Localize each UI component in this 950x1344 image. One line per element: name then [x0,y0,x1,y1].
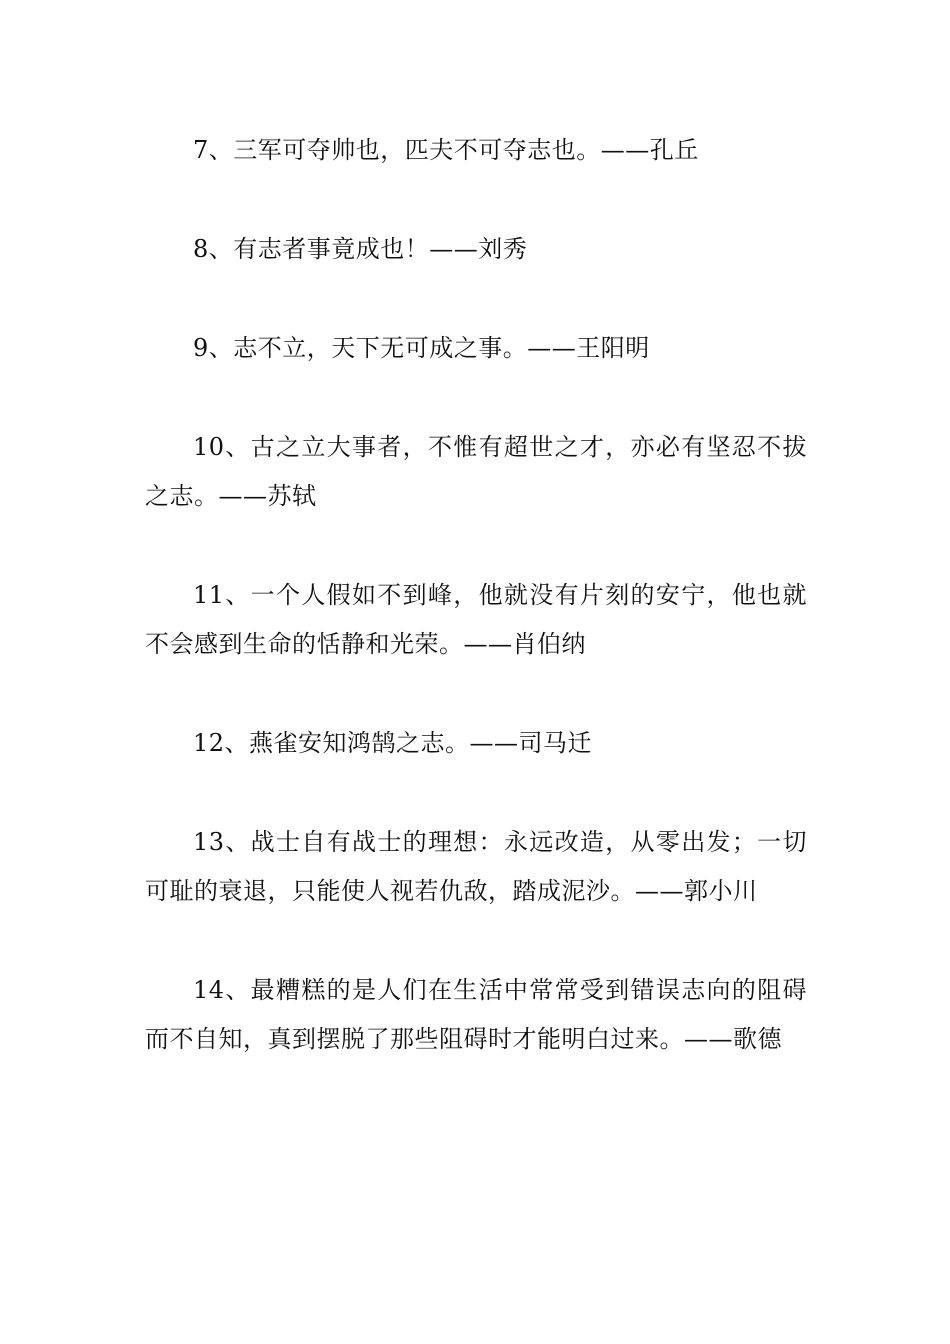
quote-item: 14、最糟糕的是人们在生活中常常受到错误志向的阻碍而不自知，真到摆脱了那些阻碍时才能明白过来。——歌德 [145,976,807,1053]
quote-item: 13、战士自有战士的理想：永远改造，从零出发；一切可耻的衰退，只能使人视若仇敌，踏成泥沙。——郭小川 [145,828,807,905]
quote-item: 11、一个人假如不到峰，他就没有片刻的安宁，他也就不会感到生命的恬静和光荣。——肖伯纳 [145,581,807,658]
quote-item: 7、三军可夺帅也，匹夫不可夺志也。——孔丘 [193,136,699,164]
quote-item: 10、古之立大事者，不惟有超世之才，亦必有坚忍不拔之志。——苏轼 [145,433,807,510]
quote-item: 12、燕雀安知鸿鹄之志。——司马迁 [193,729,593,757]
quote-item: 9、志不立，天下无可成之事。——王阳明 [193,334,650,362]
quote-item: 8、有志者事竟成也！——刘秀 [193,235,528,263]
quote-list [145,126,807,1114]
